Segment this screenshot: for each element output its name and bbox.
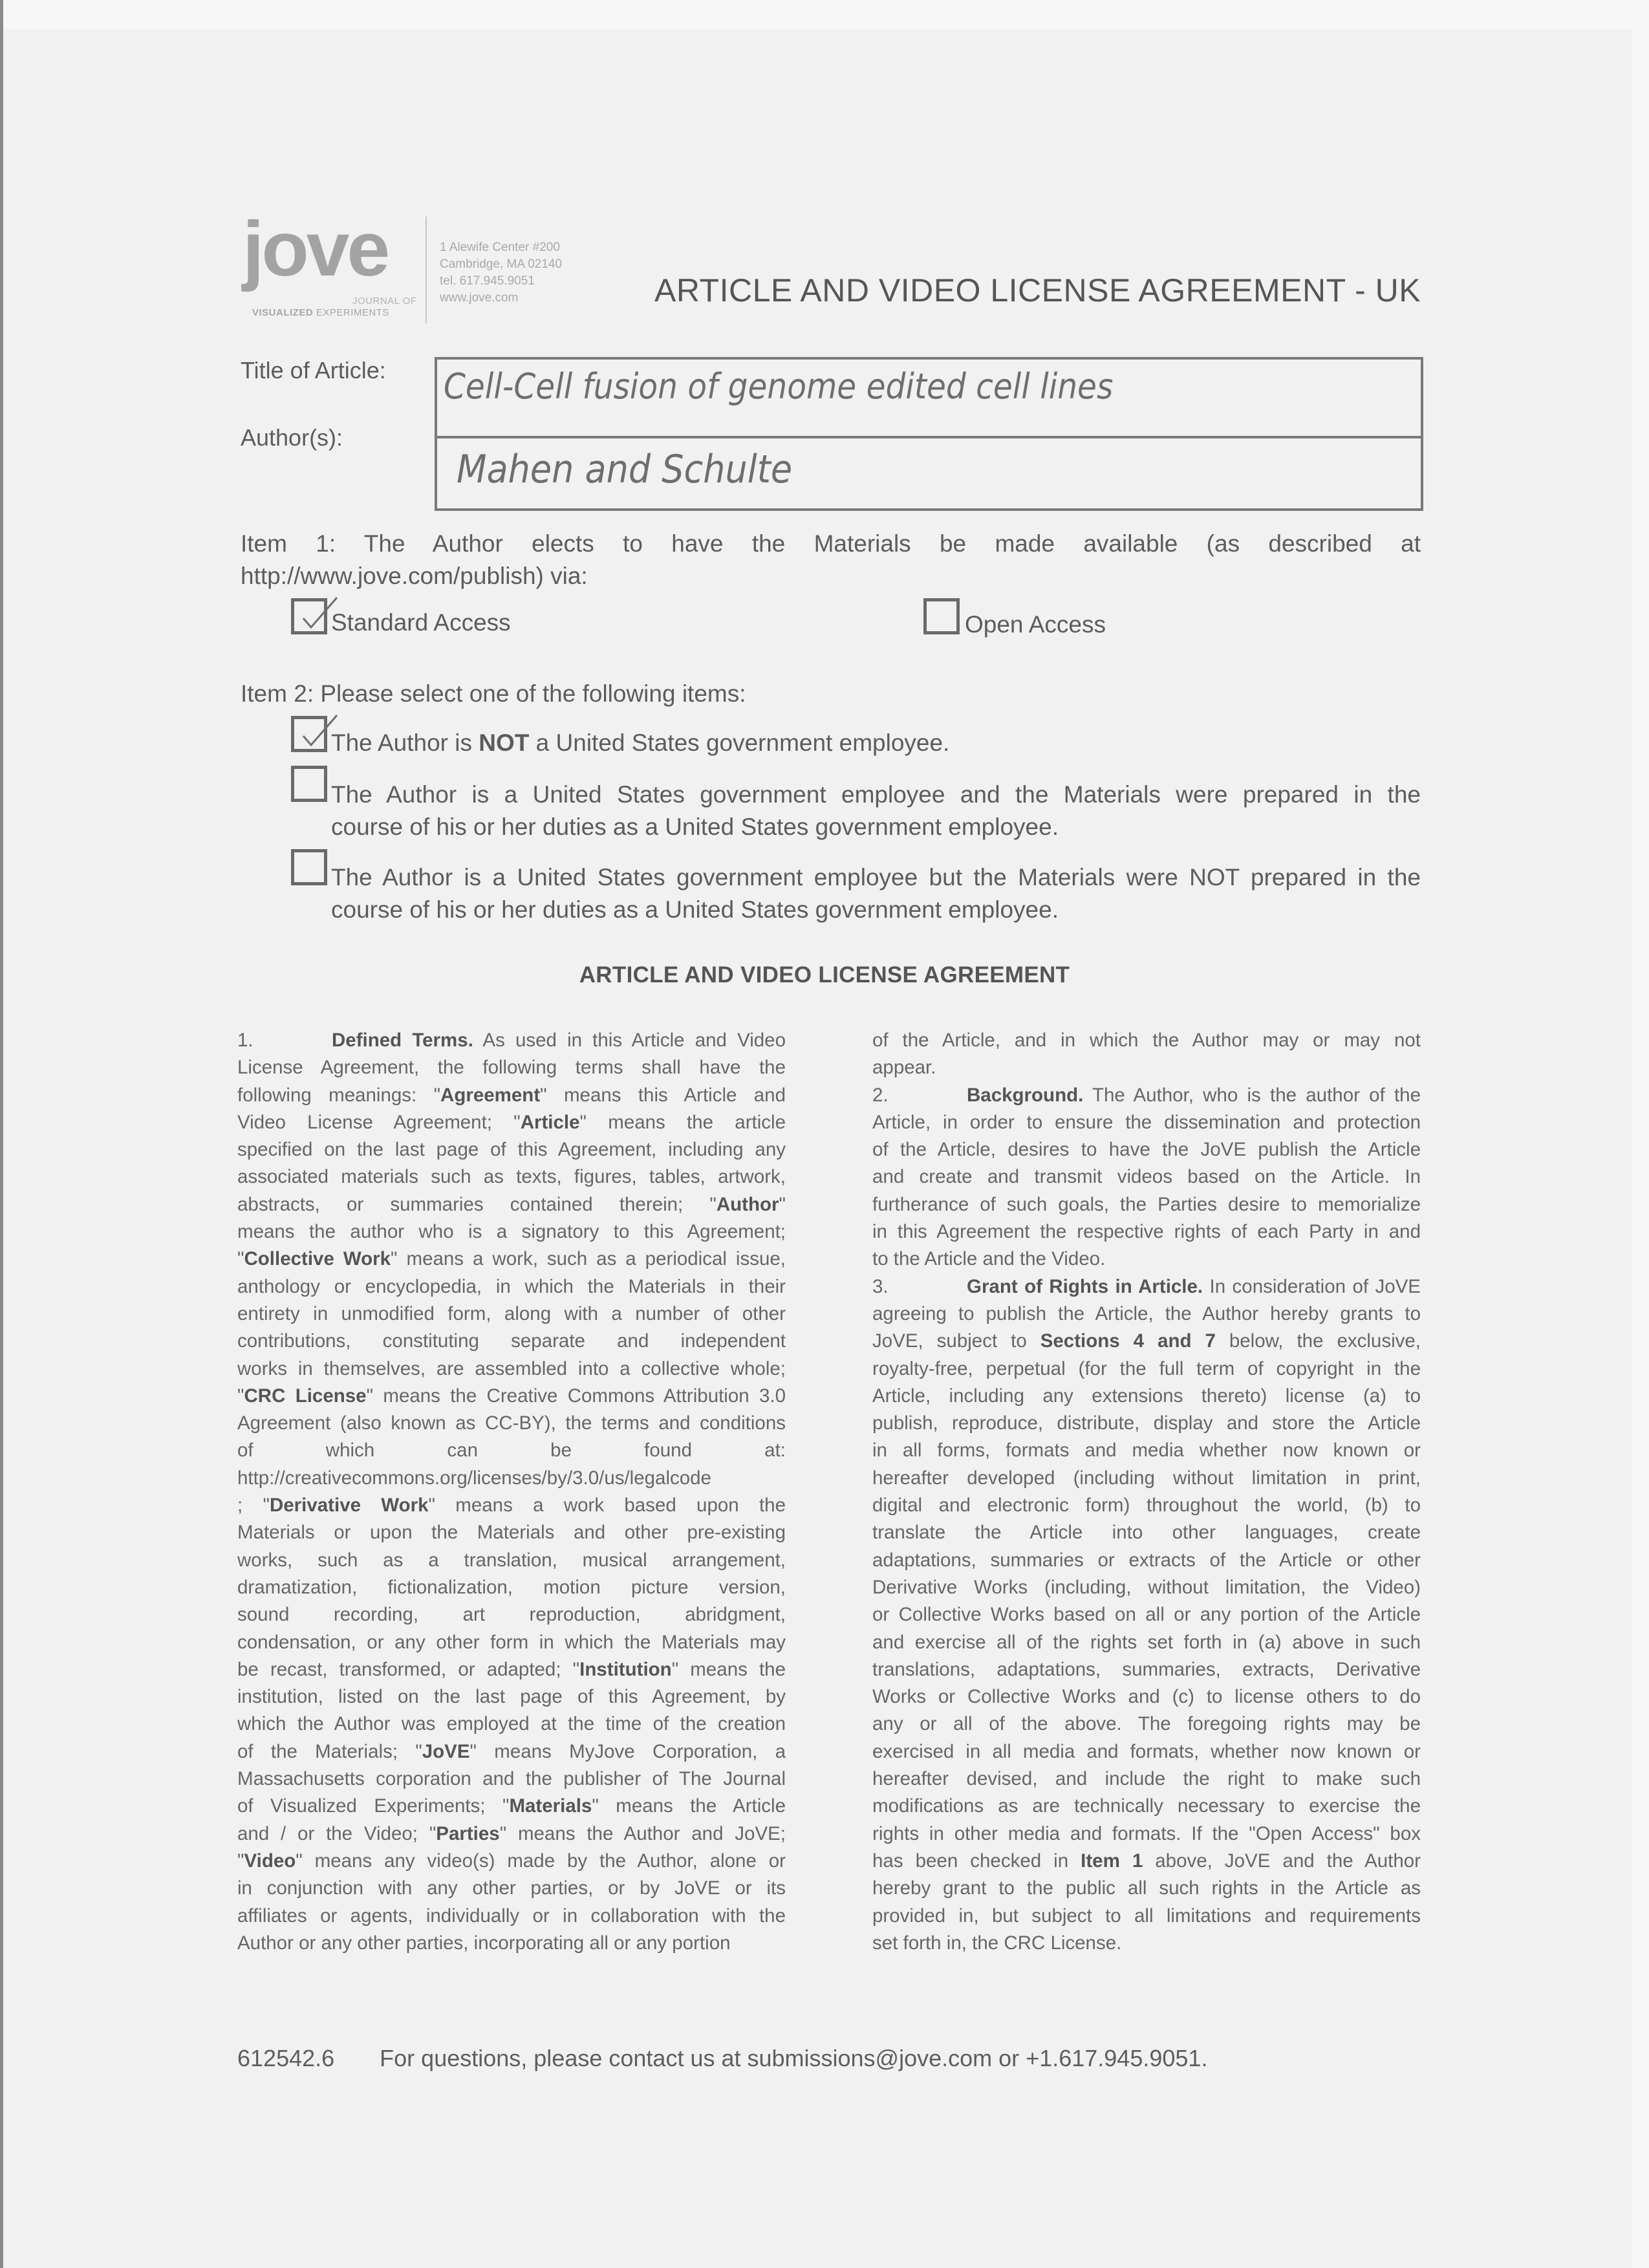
government-employee-not-prepared-line1: The Author is a United States government employee but the Materials were NOT prepared in the: [331, 864, 1421, 891]
agreement-right-column: [872, 1027, 1421, 1957]
logo-subtitle-line1: JOURNAL OF: [352, 296, 417, 307]
agreement-text-line: institution, listed on the last page of this Agreement, by: [237, 1686, 786, 1708]
address-phone: tel. 617.945.9051: [440, 274, 535, 288]
agreement-text-line: furtherance of such goals, the Parties desire to memorialize: [872, 1193, 1421, 1215]
agreement-text-line: associated materials such as texts, figures, tables, artwork,: [237, 1166, 786, 1188]
agreement-text-line: Video License Agreement; "Article" means the article: [237, 1111, 786, 1133]
page-title: ARTICLE AND VIDEO LICENSE AGREEMENT - UK: [654, 272, 1421, 308]
agreement-text-line: abstracts, or summaries contained therein; "Author": [237, 1193, 786, 1215]
logo-wordmark: jove: [242, 206, 388, 292]
agreement-text-line: http://creativecommons.org/licenses/by/3.0/us/legalcode: [237, 1467, 711, 1489]
agreement-text-line: and / or the Video; "Parties" means the Author and JoVE;: [237, 1822, 786, 1844]
info-box-divider: [437, 436, 1421, 438]
government-employee-prepared-line2: course of his or her duties as a United States government employee.: [331, 814, 1059, 840]
agreement-text-line: 1. Defined Terms. As used in this Article and Video: [237, 1030, 786, 1051]
agreement-text-line: of Visualized Experiments; "Materials" means the Article: [237, 1795, 786, 1817]
agreement-text-line: Materials or upon the Materials and other pre-existing: [237, 1522, 786, 1544]
agreement-text-line: Article, including any extensions thereto) license (a) to: [872, 1385, 1421, 1407]
agreement-text-line: appear.: [872, 1057, 936, 1079]
scan-edge-right: [1632, 26, 1649, 2268]
agreement-text-line: in this Agreement the respective rights of each Party in and: [872, 1221, 1421, 1243]
agreement-text-line: be recast, transformed, or adapted; "Institution" means the: [237, 1658, 786, 1680]
agreement-text-line: "CRC License" means the Creative Commons Attribution 3.0: [237, 1385, 786, 1407]
agreement-text-line: Author or any other parties, incorporating all or any portion: [237, 1932, 731, 1954]
agreement-text-line: hereby grant to the public all such rights in the Article as: [872, 1877, 1421, 1899]
logo-subtitle-line2: [252, 307, 389, 318]
agreement-text-line: sound recording, art reproduction, abridgment,: [237, 1604, 786, 1626]
contact-text: For questions, please contact us at submissions@jove.com or +1.617.945.9051.: [380, 2045, 1208, 2071]
agreement-text-line: Article, in order to ensure the dissemination and protection: [872, 1111, 1421, 1133]
agreement-text-line: modifications as are technically necessary to exercise the: [872, 1795, 1421, 1817]
jove-logo: [242, 206, 417, 320]
option-text: a United States government employee.: [529, 729, 950, 756]
title-of-article-field[interactable]: Cell-Cell fusion of genome edited cell lines: [444, 366, 1114, 407]
agreement-text-line: to the Article and the Video.: [872, 1248, 1106, 1270]
agreement-text-line: translations, adaptations, summaries, extracts, Derivative: [872, 1658, 1421, 1680]
agreement-text-line: royalty-free, perpetual (for the full term of copyright in the: [872, 1357, 1421, 1379]
agreement-text-line: specified on the last page of this Agreement, including any: [237, 1139, 786, 1161]
agreement-text-line: in conjunction with any other parties, or by JoVE or its: [237, 1877, 786, 1899]
standard-access-label: Standard Access: [331, 609, 511, 636]
open-access-checkbox[interactable]: [923, 598, 960, 634]
agreement-text-line: License Agreement, the following terms shall have the: [237, 1057, 786, 1079]
article-info-box: [435, 357, 1423, 511]
agreement-text-line: which the Author was employed at the time of the creation: [237, 1713, 786, 1735]
agreement-text-line: means the author who is a signatory to this Agreement;: [237, 1221, 786, 1243]
not-government-employee-checkbox[interactable]: [291, 716, 327, 752]
document-number: 612542.6: [237, 2045, 335, 2071]
agreement-text-line: Derivative Works (including, without limitation, the Video): [872, 1576, 1421, 1598]
agreement-text-line: of the Article, desires to have the JoVE publish the Article: [872, 1139, 1421, 1161]
agreement-text-line: works in themselves, are assembled into a collective whole;: [237, 1357, 786, 1379]
logo-subtitle-rest: EXPERIMENTS: [316, 307, 389, 318]
agreement-text-line: condensation, or any other form in which the Materials may: [237, 1631, 786, 1653]
item2-text: Item 2: Please select one of the following items:: [241, 680, 746, 707]
agreement-text-line: hereafter devised, and include the right to make such: [872, 1768, 1421, 1790]
agreement-text-line: in all forms, formats and media whether now known or: [872, 1440, 1421, 1462]
government-employee-not-prepared-checkbox[interactable]: [291, 849, 327, 885]
agreement-text-line: of which can be found at:: [237, 1440, 786, 1462]
item1-text-line1: Item 1: The Author elects to have the Materials be made available (as described at: [241, 530, 1421, 557]
open-access-label: Open Access: [965, 611, 1106, 638]
scan-edge-top: [0, 0, 1649, 29]
agreement-text-line: digital and electronic form) throughout the world, (b) to: [872, 1495, 1421, 1517]
scan-edge-left: [0, 0, 3, 2268]
agreement-left-column: [237, 1027, 786, 1957]
agreement-text-line: ; "Derivative Work" means a work based upon the: [237, 1495, 786, 1517]
address-website: www.jove.com: [440, 291, 519, 305]
agreement-text-line: Works or Collective Works and (c) to license others to do: [872, 1686, 1421, 1708]
agreement-text-line: has been checked in Item 1 above, JoVE and the Author: [872, 1850, 1421, 1872]
agreement-text-line: set forth in, the CRC License.: [872, 1932, 1122, 1954]
agreement-text-line: provided in, but subject to all limitations and requirements: [872, 1905, 1421, 1927]
agreement-text-line: anthology or encyclopedia, in which the Materials in their: [237, 1275, 786, 1297]
address-line: Cambridge, MA 02140: [440, 257, 563, 271]
title-of-article-label: Title of Article:: [241, 357, 386, 383]
agreement-text-line: "Collective Work" means a work, such as a periodical issue,: [237, 1248, 786, 1270]
address-block: [440, 239, 562, 307]
agreement-text-line: Massachusetts corporation and the publisher of The Journal: [237, 1768, 786, 1790]
government-employee-not-prepared-line2: course of his or her duties as a United States government employee.: [331, 896, 1059, 923]
agreement-text-line: Agreement (also known as CC-BY), the terms and conditions: [237, 1412, 786, 1434]
option-text-bold: NOT: [479, 729, 530, 756]
agreement-text-line: agreeing to publish the Article, the Author hereby grants to: [872, 1302, 1421, 1324]
agreement-text-line: works, such as a translation, musical arrangement,: [237, 1549, 786, 1571]
government-employee-prepared-checkbox[interactable]: [291, 766, 327, 802]
option-text: The Author is: [331, 729, 479, 756]
agreement-text-line: or Collective Works based on all or any portion of the Article: [872, 1604, 1421, 1626]
agreement-text-line: rights in other media and formats. If the "Open Access" box: [872, 1822, 1421, 1844]
agreement-text-line: of the Article, and in which the Author may or may not: [872, 1030, 1421, 1051]
header-separator: [426, 217, 427, 323]
address-line: 1 Alewife Center #200: [440, 241, 560, 254]
agreement-text-line: hereafter developed (including without limitation in print,: [872, 1467, 1421, 1489]
logo-subtitle-bold: VISUALIZED: [252, 307, 314, 318]
page-footer: [237, 2045, 1207, 2072]
standard-access-checkbox[interactable]: [291, 598, 327, 634]
item1-text-line2: http://www.jove.com/publish) via:: [241, 563, 588, 589]
agreement-text-line: affiliates or agents, individually or in collaboration with the: [237, 1905, 786, 1927]
agreement-text-line: exercised in all media and formats, whether now known or: [872, 1740, 1421, 1762]
agreement-text-line: 3. Grant of Rights in Article. In consideration of JoVE: [872, 1275, 1421, 1297]
agreement-text-line: and exercise all of the rights set forth in (a) above in such: [872, 1631, 1421, 1653]
agreement-text-line: following meanings: "Agreement" means this Article and: [237, 1084, 786, 1106]
government-employee-prepared-line1: The Author is a United States government employee and the Materials were prepared in the: [331, 781, 1421, 808]
agreement-text-line: of the Materials; "JoVE" means MyJove Corporation, a: [237, 1740, 786, 1762]
agreement-text-line: and create and transmit videos based on the Article. In: [872, 1166, 1421, 1188]
agreement-text-line: any or all of the above. The foregoing rights may be: [872, 1713, 1421, 1735]
agreement-text-line: adaptations, summaries or extracts of the Article or other: [872, 1549, 1421, 1571]
agreement-text-line: JoVE, subject to Sections 4 and 7 below, the exclusive,: [872, 1330, 1421, 1352]
authors-field[interactable]: Mahen and Schulte: [457, 447, 793, 492]
agreement-text-line: dramatization, fictionalization, motion picture version,: [237, 1576, 786, 1598]
agreement-text-line: contributions, constituting separate and independent: [237, 1330, 786, 1352]
agreement-heading: ARTICLE AND VIDEO LICENSE AGREEMENT: [579, 962, 1070, 988]
authors-label: Author(s):: [241, 424, 343, 451]
agreement-text-line: translate the Article into other languages, create: [872, 1522, 1421, 1544]
agreement-text-line: publish, reproduce, distribute, display and store the Article: [872, 1412, 1421, 1434]
agreement-text-line: "Video" means any video(s) made by the Author, alone or: [237, 1850, 786, 1872]
agreement-text-line: entirety in unmodified form, along with a number of other: [237, 1302, 786, 1324]
not-government-employee-label: [331, 729, 949, 757]
agreement-text-line: 2. Background. The Author, who is the author of the: [872, 1084, 1421, 1106]
